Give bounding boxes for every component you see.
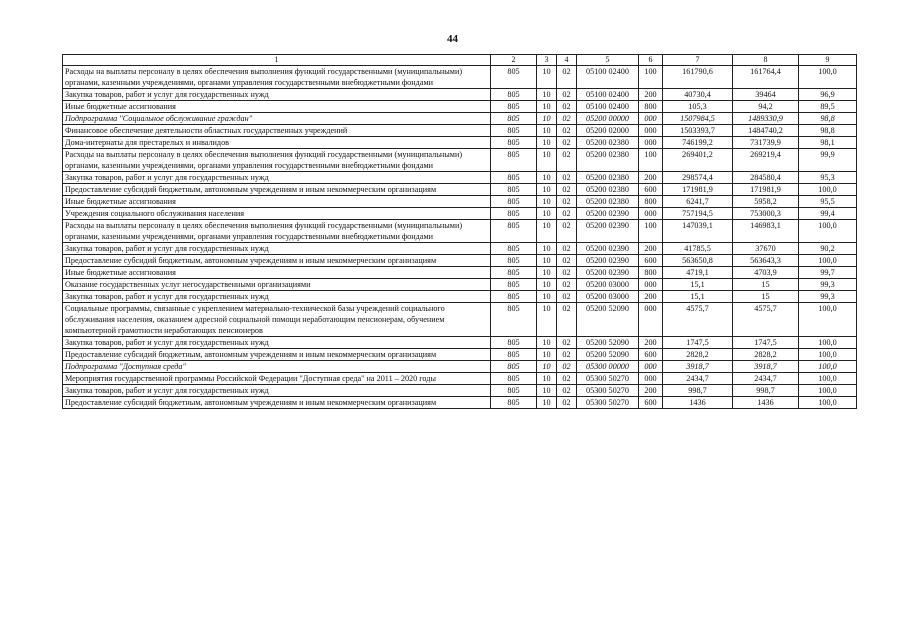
cell-percent: 99,7 — [799, 267, 857, 279]
table-row — [63, 397, 857, 409]
cell-subsection: 02 — [557, 385, 577, 397]
cell-executed: 37670 — [733, 243, 799, 255]
table-row — [63, 267, 857, 279]
cell-target-article: 05200 52090 — [577, 337, 639, 349]
cell-subsection: 02 — [557, 66, 577, 89]
cell-subsection: 02 — [557, 349, 577, 361]
cell-planned: 6241,7 — [663, 196, 733, 208]
cell-planned: 41785,5 — [663, 243, 733, 255]
row-description: Закупка товаров, работ и услуг для государственных нужд — [63, 291, 491, 303]
cell-planned: 563650,8 — [663, 255, 733, 267]
cell-subsection: 02 — [557, 255, 577, 267]
row-description: Финансовое обеспечение деятельности областных государственных учреждений — [63, 125, 491, 137]
cell-percent: 100,0 — [799, 220, 857, 243]
cell-target-article: 05200 03000 — [577, 291, 639, 303]
cell-executed: 1747,5 — [733, 337, 799, 349]
row-description: Закупка товаров, работ и услуг для государственных нужд — [63, 337, 491, 349]
table-row — [63, 208, 857, 220]
cell-percent: 90,2 — [799, 243, 857, 255]
cell-subsection: 02 — [557, 125, 577, 137]
cell-planned: 757194,5 — [663, 208, 733, 220]
cell-ministry-code: 805 — [491, 184, 537, 196]
cell-subsection: 02 — [557, 113, 577, 125]
table-row — [63, 291, 857, 303]
cell-target-article: 05200 02380 — [577, 184, 639, 196]
table-row — [63, 385, 857, 397]
cell-section: 10 — [537, 172, 557, 184]
cell-section: 10 — [537, 373, 557, 385]
table-row — [63, 303, 857, 337]
cell-planned: 15,1 — [663, 291, 733, 303]
cell-subsection: 02 — [557, 101, 577, 113]
row-description: Закупка товаров, работ и услуг для государственных нужд — [63, 89, 491, 101]
cell-target-article: 05200 00000 — [577, 113, 639, 125]
cell-expense-type: 000 — [639, 208, 663, 220]
cell-planned: 298574,4 — [663, 172, 733, 184]
cell-subsection: 02 — [557, 337, 577, 349]
cell-expense-type: 800 — [639, 267, 663, 279]
cell-ministry-code: 805 — [491, 220, 537, 243]
header-cell: 5 — [577, 55, 639, 66]
cell-expense-type: 200 — [639, 89, 663, 101]
cell-target-article: 05100 02400 — [577, 101, 639, 113]
cell-ministry-code: 805 — [491, 385, 537, 397]
cell-expense-type: 000 — [639, 125, 663, 137]
cell-expense-type: 100 — [639, 220, 663, 243]
cell-percent: 100,0 — [799, 255, 857, 267]
table-row — [63, 243, 857, 255]
cell-target-article: 05200 52090 — [577, 303, 639, 337]
cell-ministry-code: 805 — [491, 137, 537, 149]
cell-subsection: 02 — [557, 397, 577, 409]
cell-percent: 98,8 — [799, 113, 857, 125]
cell-executed: 753000,3 — [733, 208, 799, 220]
cell-planned: 269401,2 — [663, 149, 733, 172]
cell-percent: 100,0 — [799, 397, 857, 409]
table-row — [63, 125, 857, 137]
cell-expense-type: 000 — [639, 361, 663, 373]
cell-planned: 1436 — [663, 397, 733, 409]
cell-ministry-code: 805 — [491, 349, 537, 361]
cell-target-article: 05300 50270 — [577, 397, 639, 409]
cell-executed: 4703,9 — [733, 267, 799, 279]
cell-target-article: 05100 02400 — [577, 66, 639, 89]
cell-expense-type: 200 — [639, 291, 663, 303]
cell-planned: 2434,7 — [663, 373, 733, 385]
cell-percent: 95,5 — [799, 196, 857, 208]
cell-section: 10 — [537, 66, 557, 89]
cell-executed: 563643,3 — [733, 255, 799, 267]
header-cell: 6 — [639, 55, 663, 66]
cell-subsection: 02 — [557, 196, 577, 208]
cell-subsection: 02 — [557, 243, 577, 255]
cell-subsection: 02 — [557, 361, 577, 373]
cell-executed: 171981,9 — [733, 184, 799, 196]
row-description: Расходы на выплаты персоналу в целях обеспечения выполнения функций государственными (муниципальными) органами, казенными учреждениями, органами управления государственными внебюджетными фондами — [63, 66, 491, 89]
cell-percent: 100,0 — [799, 361, 857, 373]
cell-percent: 99,3 — [799, 279, 857, 291]
table-row — [63, 361, 857, 373]
cell-ministry-code: 805 — [491, 255, 537, 267]
page-number: 44 — [447, 33, 458, 45]
cell-expense-type: 000 — [639, 279, 663, 291]
cell-subsection: 02 — [557, 137, 577, 149]
cell-section: 10 — [537, 267, 557, 279]
cell-planned: 1503393,7 — [663, 125, 733, 137]
cell-subsection: 02 — [557, 291, 577, 303]
cell-planned: 1747,5 — [663, 337, 733, 349]
cell-subsection: 02 — [557, 172, 577, 184]
row-description: Предоставление субсидий бюджетным, автономным учреждениям и иным некоммерческим организациям — [63, 184, 491, 196]
cell-section: 10 — [537, 397, 557, 409]
cell-subsection: 02 — [557, 149, 577, 172]
header-cell: 2 — [491, 55, 537, 66]
cell-target-article: 05200 02380 — [577, 172, 639, 184]
cell-section: 10 — [537, 149, 557, 172]
table-row — [63, 373, 857, 385]
table-row — [63, 349, 857, 361]
cell-target-article: 05300 00000 — [577, 361, 639, 373]
cell-percent: 98,1 — [799, 137, 857, 149]
cell-section: 10 — [537, 243, 557, 255]
header-cell: 1 — [63, 55, 491, 66]
cell-target-article: 05300 50270 — [577, 373, 639, 385]
row-description: Оказание государственных услуг негосударственными организациями — [63, 279, 491, 291]
cell-expense-type: 200 — [639, 243, 663, 255]
cell-ministry-code: 805 — [491, 243, 537, 255]
cell-percent: 98,8 — [799, 125, 857, 137]
cell-ministry-code: 805 — [491, 208, 537, 220]
cell-expense-type: 100 — [639, 149, 663, 172]
cell-expense-type: 200 — [639, 337, 663, 349]
table-row — [63, 279, 857, 291]
cell-expense-type: 600 — [639, 349, 663, 361]
row-description: Дома-интернаты для престарелых и инвалидов — [63, 137, 491, 149]
cell-section: 10 — [537, 303, 557, 337]
cell-percent: 96,9 — [799, 89, 857, 101]
cell-percent: 99,9 — [799, 149, 857, 172]
budget-table-wrapper — [62, 54, 856, 409]
cell-section: 10 — [537, 101, 557, 113]
column-number-header — [63, 55, 857, 66]
cell-section: 10 — [537, 220, 557, 243]
cell-subsection: 02 — [557, 279, 577, 291]
row-description: Иные бюджетные ассигнования — [63, 196, 491, 208]
table-row — [63, 196, 857, 208]
cell-subsection: 02 — [557, 184, 577, 196]
cell-expense-type: 100 — [639, 66, 663, 89]
cell-target-article: 05200 02390 — [577, 267, 639, 279]
cell-target-article: 05200 02390 — [577, 208, 639, 220]
cell-planned: 147039,1 — [663, 220, 733, 243]
cell-expense-type: 000 — [639, 373, 663, 385]
cell-ministry-code: 805 — [491, 397, 537, 409]
cell-expense-type: 200 — [639, 172, 663, 184]
cell-percent: 89,5 — [799, 101, 857, 113]
table-row — [63, 172, 857, 184]
table-row — [63, 184, 857, 196]
cell-subsection: 02 — [557, 373, 577, 385]
row-description: Закупка товаров, работ и услуг для государственных нужд — [63, 172, 491, 184]
cell-ministry-code: 805 — [491, 89, 537, 101]
header-cell: 7 — [663, 55, 733, 66]
cell-executed: 998,7 — [733, 385, 799, 397]
cell-executed: 15 — [733, 279, 799, 291]
cell-section: 10 — [537, 125, 557, 137]
table-row — [63, 113, 857, 125]
cell-planned: 1507984,5 — [663, 113, 733, 125]
cell-subsection: 02 — [557, 267, 577, 279]
cell-executed: 1436 — [733, 397, 799, 409]
cell-target-article: 05200 02390 — [577, 220, 639, 243]
cell-planned: 4575,7 — [663, 303, 733, 337]
cell-target-article: 05300 50270 — [577, 385, 639, 397]
cell-planned: 746199,2 — [663, 137, 733, 149]
cell-expense-type: 000 — [639, 137, 663, 149]
cell-section: 10 — [537, 337, 557, 349]
cell-target-article: 05100 02400 — [577, 89, 639, 101]
cell-section: 10 — [537, 196, 557, 208]
cell-percent: 100,0 — [799, 337, 857, 349]
cell-target-article: 05200 02380 — [577, 137, 639, 149]
cell-executed: 2434,7 — [733, 373, 799, 385]
cell-executed: 94,2 — [733, 101, 799, 113]
row-description: Подпрограмма "Социальное обслуживание граждан" — [63, 113, 491, 125]
cell-expense-type: 800 — [639, 196, 663, 208]
table-row — [63, 337, 857, 349]
cell-section: 10 — [537, 137, 557, 149]
cell-subsection: 02 — [557, 303, 577, 337]
cell-planned: 3918,7 — [663, 361, 733, 373]
cell-subsection: 02 — [557, 220, 577, 243]
cell-target-article: 05200 02000 — [577, 125, 639, 137]
cell-ministry-code: 805 — [491, 361, 537, 373]
cell-expense-type: 200 — [639, 385, 663, 397]
cell-ministry-code: 805 — [491, 101, 537, 113]
cell-target-article: 05200 02390 — [577, 243, 639, 255]
cell-subsection: 02 — [557, 208, 577, 220]
cell-percent: 100,0 — [799, 349, 857, 361]
row-description: Закупка товаров, работ и услуг для государственных нужд — [63, 385, 491, 397]
table-row — [63, 220, 857, 243]
cell-ministry-code: 805 — [491, 125, 537, 137]
row-description: Расходы на выплаты персоналу в целях обеспечения выполнения функций государственными (муниципальными) органами, казенными учреждениями, органами управления государственными внебюджетными фондами — [63, 149, 491, 172]
cell-target-article: 05200 02390 — [577, 255, 639, 267]
table-row — [63, 255, 857, 267]
row-description: Расходы на выплаты персоналу в целях обеспечения выполнения функций государственными (муниципальными) органами, казенными учреждениями, органами управления государственными внебюджетными фондами — [63, 220, 491, 243]
row-description: Учреждения социального обслуживания населения — [63, 208, 491, 220]
cell-executed: 161764,4 — [733, 66, 799, 89]
cell-percent: 100,0 — [799, 66, 857, 89]
cell-ministry-code: 805 — [491, 373, 537, 385]
cell-expense-type: 600 — [639, 255, 663, 267]
cell-target-article: 05200 02380 — [577, 149, 639, 172]
cell-percent: 100,0 — [799, 184, 857, 196]
table-row — [63, 89, 857, 101]
cell-ministry-code: 805 — [491, 303, 537, 337]
cell-executed: 146983,1 — [733, 220, 799, 243]
cell-executed: 284580,4 — [733, 172, 799, 184]
header-cell: 8 — [733, 55, 799, 66]
table-row — [63, 101, 857, 113]
row-description: Предоставление субсидий бюджетным, автономным учреждениям и иным некоммерческим организациям — [63, 255, 491, 267]
cell-percent: 99,3 — [799, 291, 857, 303]
cell-section: 10 — [537, 291, 557, 303]
row-description: Иные бюджетные ассигнования — [63, 101, 491, 113]
table-row — [63, 137, 857, 149]
header-cell: 9 — [799, 55, 857, 66]
cell-executed: 731739,9 — [733, 137, 799, 149]
cell-ministry-code: 805 — [491, 279, 537, 291]
cell-subsection: 02 — [557, 89, 577, 101]
cell-ministry-code: 805 — [491, 113, 537, 125]
cell-section: 10 — [537, 208, 557, 220]
cell-section: 10 — [537, 184, 557, 196]
row-description: Предоставление субсидий бюджетным, автономным учреждениям и иным некоммерческим организациям — [63, 349, 491, 361]
cell-expense-type: 000 — [639, 303, 663, 337]
cell-planned: 998,7 — [663, 385, 733, 397]
cell-executed: 269219,4 — [733, 149, 799, 172]
cell-executed: 15 — [733, 291, 799, 303]
cell-ministry-code: 805 — [491, 172, 537, 184]
cell-executed: 1489330,9 — [733, 113, 799, 125]
cell-section: 10 — [537, 349, 557, 361]
cell-ministry-code: 805 — [491, 291, 537, 303]
row-description: Закупка товаров, работ и услуг для государственных нужд — [63, 243, 491, 255]
row-description: Мероприятия государственной программы Российской Федерации "Доступная среда" на 2011 – 2020 годы — [63, 373, 491, 385]
cell-section: 10 — [537, 255, 557, 267]
cell-ministry-code: 805 — [491, 267, 537, 279]
cell-expense-type: 000 — [639, 113, 663, 125]
cell-percent: 100,0 — [799, 373, 857, 385]
cell-section: 10 — [537, 113, 557, 125]
cell-percent: 99,4 — [799, 208, 857, 220]
row-description: Предоставление субсидий бюджетным, автономным учреждениям и иным некоммерческим организациям — [63, 397, 491, 409]
cell-executed: 39464 — [733, 89, 799, 101]
cell-planned: 2828,2 — [663, 349, 733, 361]
cell-planned: 40730,4 — [663, 89, 733, 101]
row-description: Подпрограмма "Доступная среда" — [63, 361, 491, 373]
cell-target-article: 05200 52090 — [577, 349, 639, 361]
cell-section: 10 — [537, 89, 557, 101]
cell-planned: 4719,1 — [663, 267, 733, 279]
row-description: Социальные программы, связанные с укреплением материально-технической базы учреждений социального обслуживания населения, оказанием адресной социальной помощи неработающим пенсионерам, обучением компьютерной грамотности неработающих пенсионеров — [63, 303, 491, 337]
cell-target-article: 05200 03000 — [577, 279, 639, 291]
cell-planned: 161790,6 — [663, 66, 733, 89]
table-row — [63, 66, 857, 89]
cell-executed: 2828,2 — [733, 349, 799, 361]
cell-percent: 100,0 — [799, 385, 857, 397]
header-cell: 4 — [557, 55, 577, 66]
cell-section: 10 — [537, 385, 557, 397]
cell-section: 10 — [537, 361, 557, 373]
cell-expense-type: 600 — [639, 184, 663, 196]
cell-executed: 3918,7 — [733, 361, 799, 373]
cell-ministry-code: 805 — [491, 337, 537, 349]
table-body — [63, 55, 857, 409]
cell-percent: 95,3 — [799, 172, 857, 184]
cell-executed: 5958,2 — [733, 196, 799, 208]
row-description: Иные бюджетные ассигнования — [63, 267, 491, 279]
cell-planned: 15,1 — [663, 279, 733, 291]
header-cell: 3 — [537, 55, 557, 66]
cell-executed: 4575,7 — [733, 303, 799, 337]
cell-ministry-code: 805 — [491, 66, 537, 89]
cell-ministry-code: 805 — [491, 196, 537, 208]
cell-planned: 105,3 — [663, 101, 733, 113]
cell-ministry-code: 805 — [491, 149, 537, 172]
cell-section: 10 — [537, 279, 557, 291]
cell-expense-type: 600 — [639, 397, 663, 409]
cell-percent: 100,0 — [799, 303, 857, 337]
cell-expense-type: 800 — [639, 101, 663, 113]
cell-planned: 171981,9 — [663, 184, 733, 196]
table-row — [63, 149, 857, 172]
budget-table — [62, 54, 857, 409]
cell-target-article: 05200 02380 — [577, 196, 639, 208]
cell-executed: 1484740,2 — [733, 125, 799, 137]
